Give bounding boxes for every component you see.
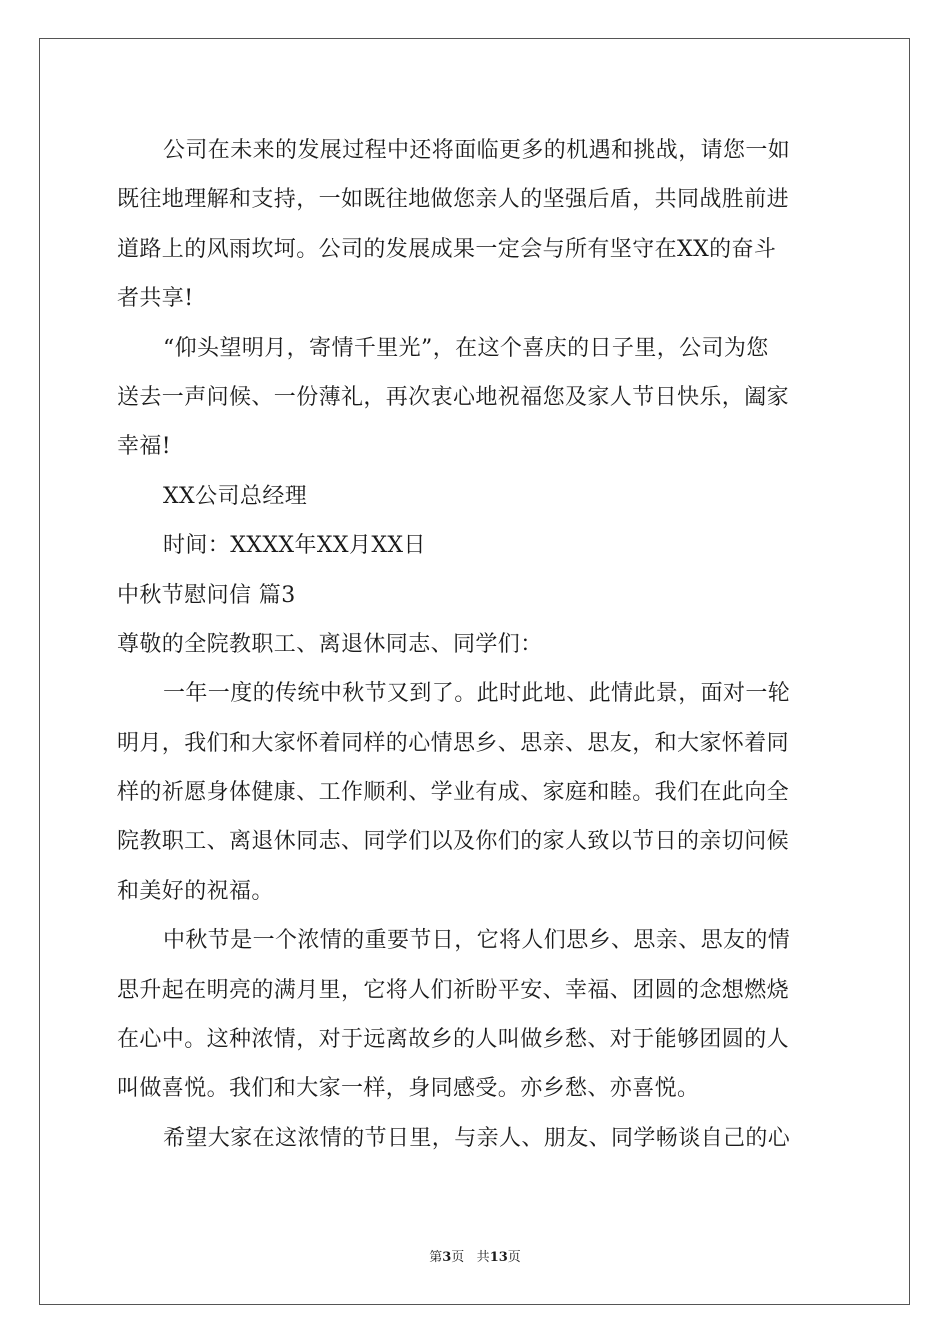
text-line: 时间：XXXX年XX月XX日 xyxy=(163,533,426,559)
text-line: 既往地理解和支持，一如既往地做您亲人的坚强后盾，共同战胜前进 xyxy=(117,187,790,213)
text-line: 幸福! xyxy=(117,434,172,460)
text-line: 叫做喜悦。我们和大家一样，身同感受。亦乡愁、亦喜悦。 xyxy=(117,1076,700,1102)
text-line: 明月，我们和大家怀着同样的心情思乡、思亲、思友，和大家怀着同 xyxy=(117,730,790,756)
text-line: 公司在未来的发展过程中还将面临更多的机遇和挑战，请您一如 xyxy=(163,138,791,163)
footer-total-suffix: 页 xyxy=(507,1250,521,1265)
text-line: 道路上的风雨坎坷。公司的发展成果一定会与所有坚守在XX的奋斗 xyxy=(117,236,777,262)
text-line: XX公司总经理 xyxy=(163,483,308,509)
text-line: 中秋节慰问信 篇3 xyxy=(117,582,296,608)
total-page-count: 13 xyxy=(489,1250,508,1265)
text-line: 一年一度的传统中秋节又到了。此时此地、此情此景，面对一轮 xyxy=(163,681,791,707)
page-footer xyxy=(0,1246,950,1265)
text-line: 希望大家在这浓情的节日里，与亲人、朋友、同学畅谈自己的心 xyxy=(163,1125,791,1151)
current-page-number: 3 xyxy=(442,1250,452,1265)
text-line: 样的祈愿身体健康、工作顺利、学业有成、家庭和睦。我们在此向全 xyxy=(117,780,790,806)
document-body xyxy=(117,126,835,1163)
text-line: 者共享! xyxy=(117,286,194,312)
text-line: “仰头望明月，寄情千里光”，在这个喜庆的日子里，公司为您 xyxy=(163,335,769,361)
text-line: 思升起在明亮的满月里，它将人们祈盼平安、幸福、团圆的念想燃烧 xyxy=(117,977,790,1003)
text-line: 院教职工、离退休同志、同学们以及你们的家人致以节日的亲切问候 xyxy=(117,829,790,855)
text-line: 中秋节是一个浓情的重要节日，它将人们思乡、思亲、思友的情 xyxy=(163,928,791,954)
text-line: 和美好的祝福。 xyxy=(117,878,274,904)
footer-prefix: 第 xyxy=(429,1250,443,1265)
text-line: 在心中。这种浓情，对于远离故乡的人叫做乡愁、对于能够团圆的人 xyxy=(117,1027,790,1053)
text-line: 送去一声问候、一份薄礼，再次衷心地祝福您及家人节日快乐，阖家 xyxy=(117,384,790,410)
footer-total-prefix: 共 xyxy=(476,1250,490,1265)
footer-page-suffix: 页 xyxy=(451,1250,465,1265)
text-line: 尊敬的全院教职工、离退休同志、同学们： xyxy=(117,631,543,657)
